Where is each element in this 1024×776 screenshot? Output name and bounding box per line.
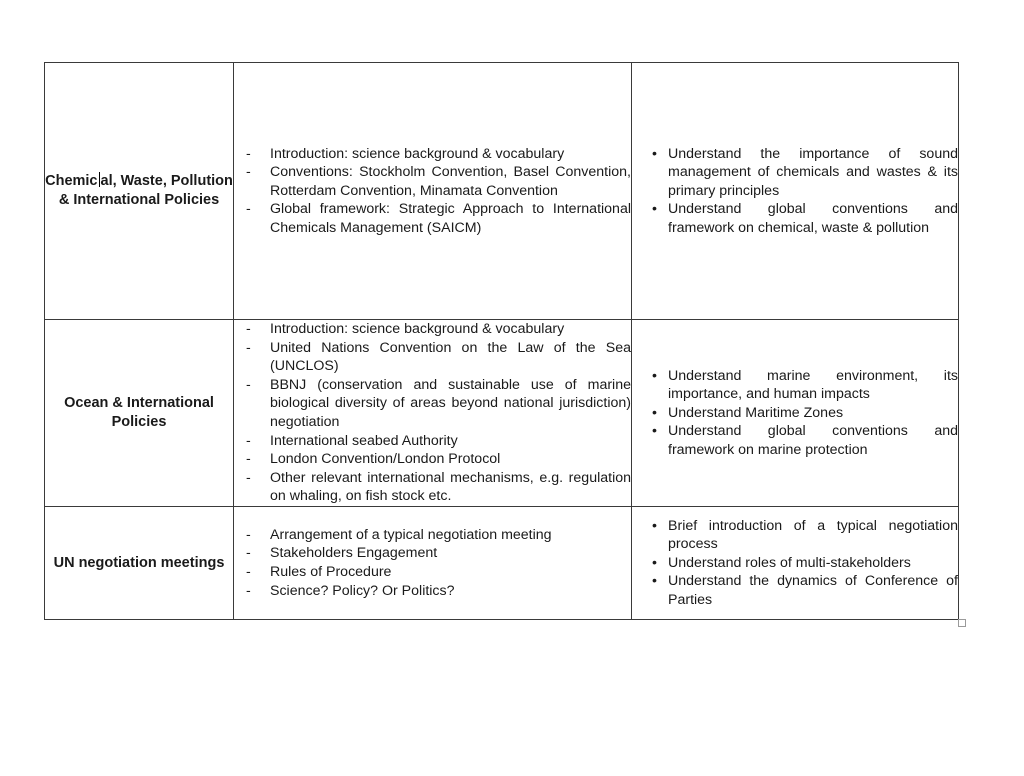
topic-text: al, Waste, Pollution & International Policies bbox=[58, 173, 233, 208]
list-item: - United Nations Convention on the Law of the Sea (UNCLOS) bbox=[234, 339, 631, 376]
table-row bbox=[45, 63, 959, 320]
topic-text: Chemic bbox=[45, 173, 98, 189]
list-item: - BBNJ (conservation and sustainable use of marine biological diversity of areas beyond national jurisdiction) negotiation bbox=[234, 376, 631, 432]
list-item: • Understand the dynamics of Conference of Parties bbox=[632, 572, 958, 609]
list-item: - Conventions: Stockholm Convention, Basel Convention, Rotterdam Convention, Minamata Convention bbox=[234, 163, 631, 200]
content-cell[interactable] bbox=[234, 507, 632, 620]
list-item: • Understand global conventions and framework on marine protection bbox=[632, 422, 958, 459]
outcome-list bbox=[632, 145, 958, 238]
outcome-cell[interactable] bbox=[632, 507, 959, 620]
list-item: - International seabed Authority bbox=[234, 432, 631, 451]
table-resize-handle[interactable] bbox=[958, 619, 966, 627]
list-item: • Understand marine environment, its importance, and human impacts bbox=[632, 367, 958, 404]
list-item: - Stakeholders Engagement bbox=[234, 544, 631, 563]
content-cell[interactable] bbox=[234, 63, 632, 320]
content-list bbox=[234, 145, 631, 238]
list-item: - Other relevant international mechanisms, e.g. regulation on whaling, on fish stock etc. bbox=[234, 469, 631, 506]
outcome-cell[interactable] bbox=[632, 63, 959, 320]
list-item: • Brief introduction of a typical negotiation process bbox=[632, 517, 958, 554]
outcome-list bbox=[632, 517, 958, 610]
topic-cell[interactable] bbox=[45, 63, 234, 320]
list-item: - Introduction: science background & vocabulary bbox=[234, 320, 631, 339]
text-cursor bbox=[99, 172, 100, 187]
list-item: - Rules of Procedure bbox=[234, 563, 631, 582]
outcome-cell[interactable] bbox=[632, 320, 959, 507]
table-row bbox=[45, 320, 959, 507]
content-list bbox=[234, 320, 631, 506]
list-item: - Science? Policy? Or Politics? bbox=[234, 582, 631, 601]
list-item: • Understand Maritime Zones bbox=[632, 404, 958, 423]
list-item: • Understand the importance of sound management of chemicals and wastes & its primary principles bbox=[632, 145, 958, 201]
list-item: • Understand roles of multi-stakeholders bbox=[632, 554, 958, 573]
topic-text: UN negotiation meetings bbox=[53, 554, 225, 571]
list-item: - Arrangement of a typical negotiation meeting bbox=[234, 526, 631, 545]
topic-cell[interactable] bbox=[45, 507, 234, 620]
list-item: - Global framework: Strategic Approach to International Chemicals Management (SAICM) bbox=[234, 200, 631, 237]
topic-cell[interactable] bbox=[45, 320, 234, 507]
list-item: - London Convention/London Protocol bbox=[234, 450, 631, 469]
content-cell[interactable] bbox=[234, 320, 632, 507]
course-table bbox=[44, 62, 959, 620]
outcome-list bbox=[632, 367, 958, 460]
table-row bbox=[45, 507, 959, 620]
list-item: • Understand global conventions and framework on chemical, waste & pollution bbox=[632, 200, 958, 237]
list-item: - Introduction: science background & vocabulary bbox=[234, 145, 631, 164]
content-list bbox=[234, 526, 631, 600]
topic-text: Ocean & International Policies bbox=[64, 395, 214, 430]
